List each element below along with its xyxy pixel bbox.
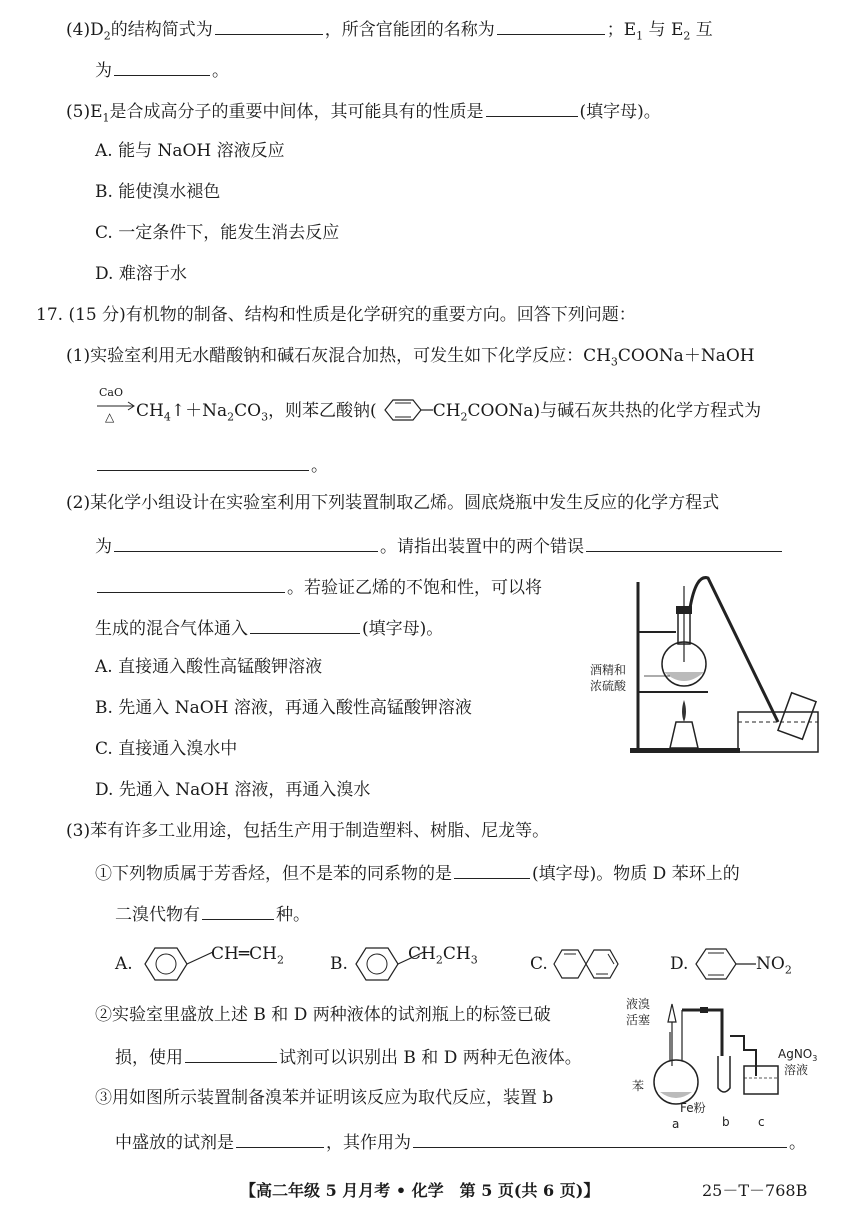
answer-blank[interactable]	[202, 901, 274, 920]
naphthalene-icon	[552, 944, 624, 984]
figure-label: c	[758, 1115, 765, 1129]
q17-part3-3-line1: ③用如图所示装置制备溴苯并证明该反应为取代反应，装置 b	[95, 1088, 554, 1108]
answer-blank[interactable]	[185, 1044, 277, 1063]
figure-label: 苯	[632, 1079, 645, 1093]
answer-blank[interactable]	[236, 1129, 324, 1148]
answer-blank[interactable]	[454, 860, 530, 879]
q17-part2-line1: (2)某化学小组设计在实验室利用下列装置制取乙烯。圆底烧瓶中发生反应的化学方程式	[66, 493, 720, 513]
q17-part3-1-line2: 二溴代物有 种。	[115, 901, 310, 927]
answer-blank[interactable]	[114, 533, 378, 552]
q17-p2-option-b: B. 先通入 NaOH 溶液，再通入酸性高锰酸钾溶液	[95, 698, 472, 718]
answer-blank[interactable]	[114, 57, 210, 76]
q16-part4-line1: $(4)D_2$的结构简式为 ，所含官能团的名称为 ；$E_1$ 与 $E_2$ 互	[66, 16, 713, 48]
q16-option-a: A. 能与 NaOH 溶液反应	[95, 141, 285, 161]
figure-label: 溶液	[784, 1063, 809, 1077]
q17-heading: 17. (15 分)有机物的制备、结构和性质是化学研究的重要方向。回答下列问题：	[36, 305, 636, 325]
answer-blank[interactable]	[497, 16, 605, 35]
figure-label: 活塞	[626, 1013, 651, 1027]
figure-label: 浓硫酸	[590, 679, 627, 693]
q16-part5-line: $(5)E_1$是合成高分子的重要中间体，其可能具有的性质是 (填字母)。	[66, 98, 661, 130]
benzene-ring-icon	[377, 398, 433, 422]
benzene-ring-icon	[692, 944, 758, 984]
answer-blank[interactable]	[486, 98, 578, 117]
answer-blank[interactable]	[97, 452, 309, 471]
q16-option-b: B. 能使溴水褪色	[95, 182, 221, 202]
q17-part1-line2: $CH_4↑+Na_2CO_3$，则苯乙酸钠( $CH_2COONa$)与碱石灰共热的化学方程式为	[136, 398, 761, 429]
benzene-ring-icon	[139, 944, 215, 984]
ethylene-apparatus-figure	[588, 572, 828, 762]
q17-part1-line1: (1)实验室利用无水醋酸钠和碱石灰混合加热，可发生如下化学反应：$CH_3COONa+NaOH$	[66, 346, 755, 369]
q17-part3-3-line2: 中盛放的试剂是 ，其作用为 。	[115, 1129, 806, 1155]
figure-label: 酒精和	[590, 663, 627, 677]
reaction-arrow: CaO △	[95, 386, 137, 426]
q17-part3-2-line2: 损，使用 试剂可以识别出 B 和 D 两种无色液体。	[115, 1044, 582, 1070]
q17-part3-1-line1: ①下列物质属于芳香烃，但不是苯的同系物的是 (填字母)。物质 D 苯环上的	[95, 860, 740, 886]
answer-blank[interactable]	[215, 16, 323, 35]
q17-p2-option-d: D. 先通入 NaOH 溶液，再通入溴水	[95, 780, 371, 800]
q16-option-c: C. 一定条件下，能发生消去反应	[95, 223, 340, 243]
q17-part3-2-line1: ②实验室里盛放上述 B 和 D 两种液体的试剂瓶上的标签已破	[95, 1005, 551, 1025]
q17-part2-line2: 为 。请指出装置中的两个错误	[95, 533, 784, 559]
figure-label: b	[722, 1115, 730, 1129]
page-code: 25－T－768B	[702, 1181, 808, 1200]
q16-part4-line2: 为 。	[95, 57, 229, 83]
q17-p2-option-c: C. 直接通入溴水中	[95, 739, 238, 759]
page-footer: 【高二年级 5 月月考 • 化学 第 5 页(共 6 页)】	[240, 1181, 600, 1200]
answer-blank[interactable]	[586, 533, 782, 552]
q17-part2-line3: 。若验证乙烯的不饱和性，可以将	[95, 574, 542, 600]
q17-p2-option-a: A. 直接通入酸性高锰酸钾溶液	[95, 657, 323, 677]
figure-label: Fe粉	[680, 1101, 706, 1115]
figure-label: AgNO$_3$	[778, 1047, 818, 1063]
figure-label: a	[672, 1117, 680, 1131]
answer-blank[interactable]	[250, 615, 360, 634]
figure-label: 液溴	[626, 997, 651, 1011]
q17-part2-line4: 生成的混合气体通入 (填字母)。	[95, 615, 443, 641]
q17-part3-line1: (3)苯有许多工业用途，包括生产用于制造塑料、树脂、尼龙等。	[66, 821, 550, 841]
q16-option-d: D. 难溶于水	[95, 264, 187, 284]
q17-part1-line3: 。	[95, 452, 328, 478]
bromobenzene-apparatus-figure	[626, 996, 822, 1132]
answer-blank[interactable]	[97, 574, 285, 593]
arrow-icon	[95, 400, 137, 414]
